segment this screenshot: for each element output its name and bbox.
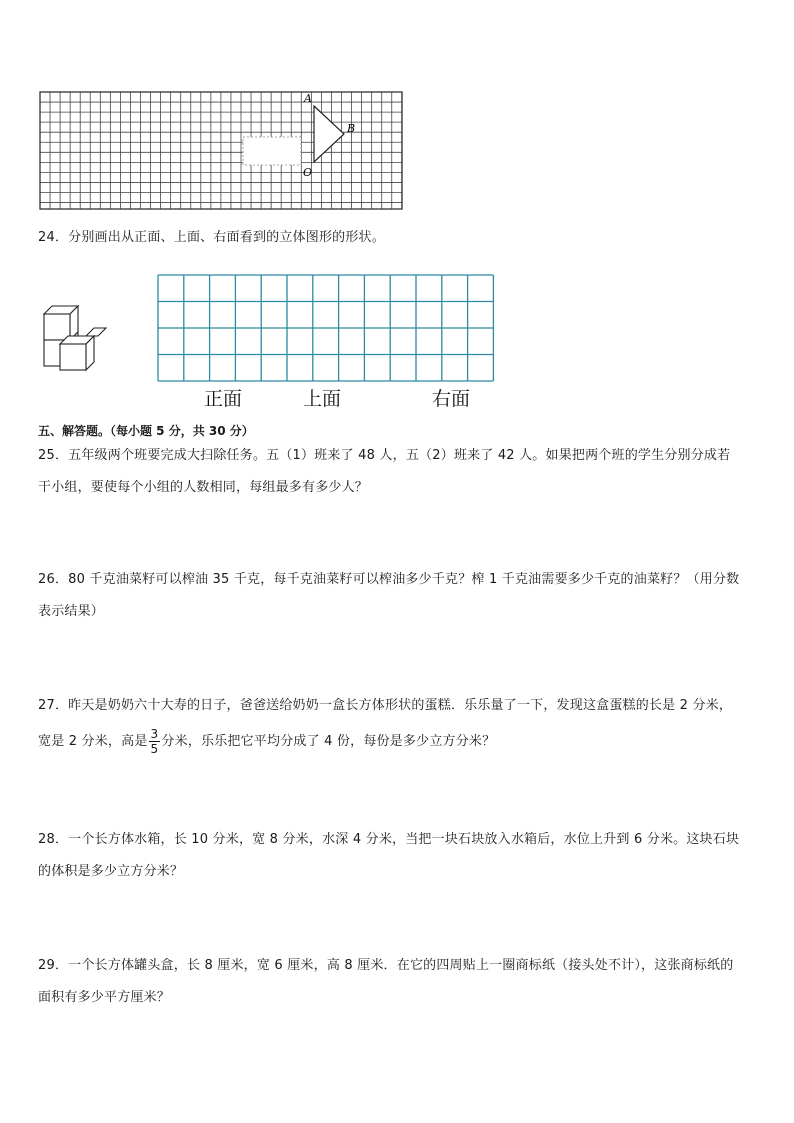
point-a-label: A (304, 92, 312, 105)
point-b-label: B (347, 122, 356, 135)
grid-figure-23 (38, 90, 408, 215)
answer-grid-lines (158, 275, 493, 381)
fraction-three-fifths (149, 727, 161, 756)
question-29-line-2: 面积有多少平方厘米？ (38, 990, 171, 1005)
question-28-line-2: 的体积是多少立方分米？ (38, 864, 184, 879)
question-27-line-2 (38, 722, 758, 762)
question-29 (38, 950, 758, 1014)
fraction-numerator: 3 (150, 727, 159, 741)
grid-lines (40, 92, 402, 209)
question-26-line-2: 表示结果） (38, 604, 105, 619)
fraction-denominator: 5 (150, 742, 159, 756)
question-27 (38, 690, 758, 762)
cube-solid-figure (38, 300, 113, 382)
question-25-line-2: 干小组，要使每个小组的人数相同，每组最多有多少人？ (38, 480, 369, 495)
dashed-rectangle (243, 137, 301, 165)
question-28-line-1: 28．一个长方体水箱，长 10 分米，宽 8 分米，水深 4 分米，当把一块石块放入水箱后，水位上升到 6 分米。这块石块 (38, 832, 740, 847)
question-27-line-2-part-1: 宽是 2 分米，高是 (38, 734, 148, 749)
label-top-view: 上面 (303, 388, 342, 410)
question-29-line-1: 29．一个长方体罐头盒，长 8 厘米，宽 6 厘米，高 8 厘米．在它的四周贴上一圈商标纸（接头处不计），这张商标纸的 (38, 958, 734, 973)
question-25-line-1: 25．五年级两个班要完成大扫除任务。五（1）班来了 48 人，五（2）班来了 42 人。如果把两个班的学生分别分成若 (38, 448, 731, 463)
section-5-heading: 五、解答题。（每小题 5 分，共 30 分） (38, 424, 254, 438)
answer-grid-24 (157, 274, 497, 382)
question-26-line-1: 26．80 千克油菜籽可以榨油 35 千克，每千克油菜籽可以榨油多少千克？榨 1 千克油需要多少千克的油菜籽？（用分数 (38, 572, 740, 587)
question-28 (38, 824, 758, 888)
question-27-line-2-part-2: 分米，乐乐把它平均分成了 4 份，每份是多少立方分米？ (161, 734, 496, 749)
point-o-label: O (303, 166, 313, 179)
triangle-aob (314, 106, 344, 162)
label-front-view: 正面 (204, 388, 243, 410)
question-27-line-1: 27．昨天是奶奶六十大寿的日子，爸爸送给奶奶一盒长方体形状的蛋糕．乐乐量了一下，发现这盒蛋糕的长是 2 分米， (38, 698, 733, 713)
question-25 (38, 440, 758, 504)
question-24: 24．分别画出从正面、上面、右面看到的立体图形的形状。 (38, 230, 385, 245)
label-right-view: 右面 (432, 388, 471, 410)
question-26 (38, 564, 758, 628)
